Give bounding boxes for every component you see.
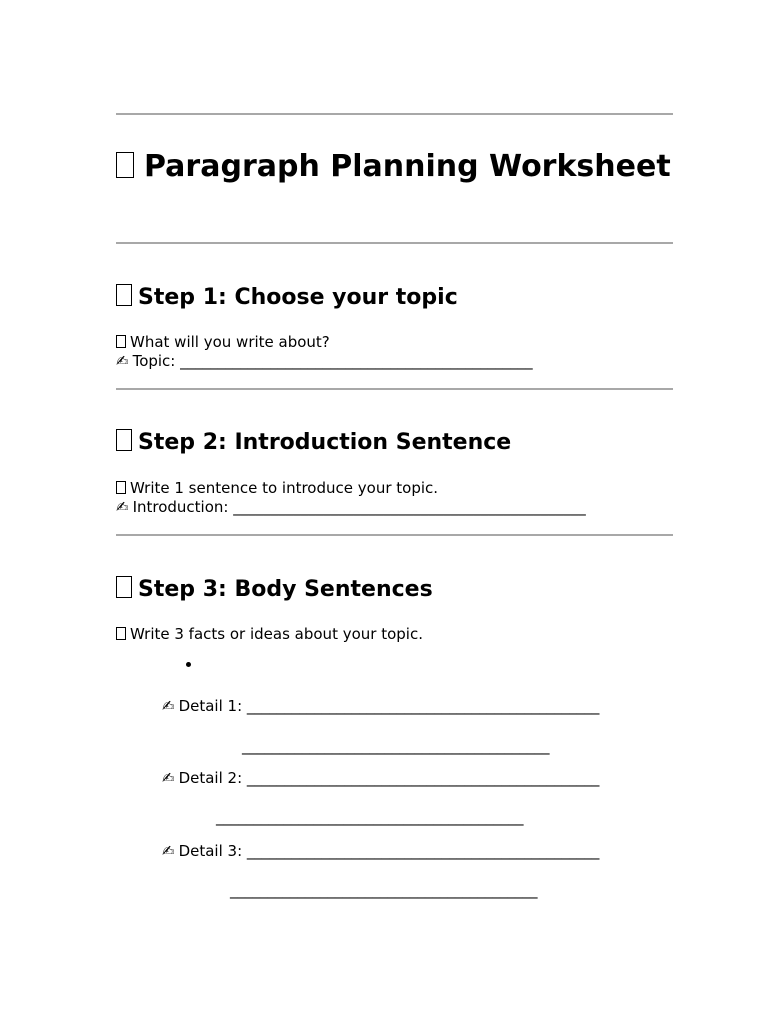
step-2-icon xyxy=(116,429,132,451)
detail-1-field[interactable] xyxy=(162,697,599,716)
step-3-heading xyxy=(116,576,433,604)
step-1-prompt xyxy=(116,333,330,352)
prompt-icon xyxy=(116,627,126,640)
step-2-divider xyxy=(116,534,673,536)
step-2-prompt xyxy=(116,479,438,498)
detail-2-field[interactable] xyxy=(162,769,599,788)
pen-icon: ✍ xyxy=(116,352,129,370)
step-2-heading-text: Step 2: Introduction Sentence xyxy=(138,430,512,455)
step-2-prompt-text: Write 1 sentence to introduce your topic. xyxy=(130,479,439,497)
step-1-heading-text: Step 1: Choose your topic xyxy=(138,285,458,310)
pen-icon: ✍ xyxy=(116,498,129,516)
detail-2-continuation-line[interactable]: _________________________________________ xyxy=(216,808,524,826)
pen-icon: ✍ xyxy=(162,842,175,860)
detail-1-field-text: Detail 1: _______________________________________________ xyxy=(178,697,600,715)
pen-icon: ✍ xyxy=(162,697,175,715)
step-1-prompt-text: What will you write about? xyxy=(130,333,330,351)
introduction-field-text: Introduction: _______________________________________________ xyxy=(132,498,586,516)
list-bullet xyxy=(186,662,191,667)
prompt-icon xyxy=(116,481,126,494)
prompt-icon xyxy=(116,335,126,348)
step-3-heading-text: Step 3: Body Sentences xyxy=(138,577,433,602)
introduction-field[interactable] xyxy=(116,498,586,517)
step-1-divider xyxy=(116,388,673,390)
detail-2-field-text: Detail 2: _______________________________________________ xyxy=(178,769,600,787)
page-title-text: Paragraph Planning Worksheet xyxy=(144,149,671,184)
step-3-prompt-text: Write 3 facts or ideas about your topic. xyxy=(130,625,423,643)
step-1-heading xyxy=(116,284,458,312)
top-divider xyxy=(116,113,673,115)
step-2-heading xyxy=(116,429,511,457)
detail-3-continuation-line[interactable]: _________________________________________ xyxy=(230,881,538,899)
step-1-icon xyxy=(116,284,132,306)
pen-icon: ✍ xyxy=(162,769,175,787)
detail-3-field-text: Detail 3: _______________________________________________ xyxy=(178,842,600,860)
step-3-icon xyxy=(116,576,132,598)
detail-3-field[interactable] xyxy=(162,842,599,861)
topic-field[interactable] xyxy=(116,352,533,371)
title-icon xyxy=(116,152,134,178)
step-3-prompt xyxy=(116,625,423,644)
detail-1-continuation-line[interactable]: _________________________________________ xyxy=(242,737,550,755)
page-title xyxy=(116,148,673,186)
title-divider xyxy=(116,242,673,244)
topic-field-text: Topic: _______________________________________________ xyxy=(132,352,533,370)
